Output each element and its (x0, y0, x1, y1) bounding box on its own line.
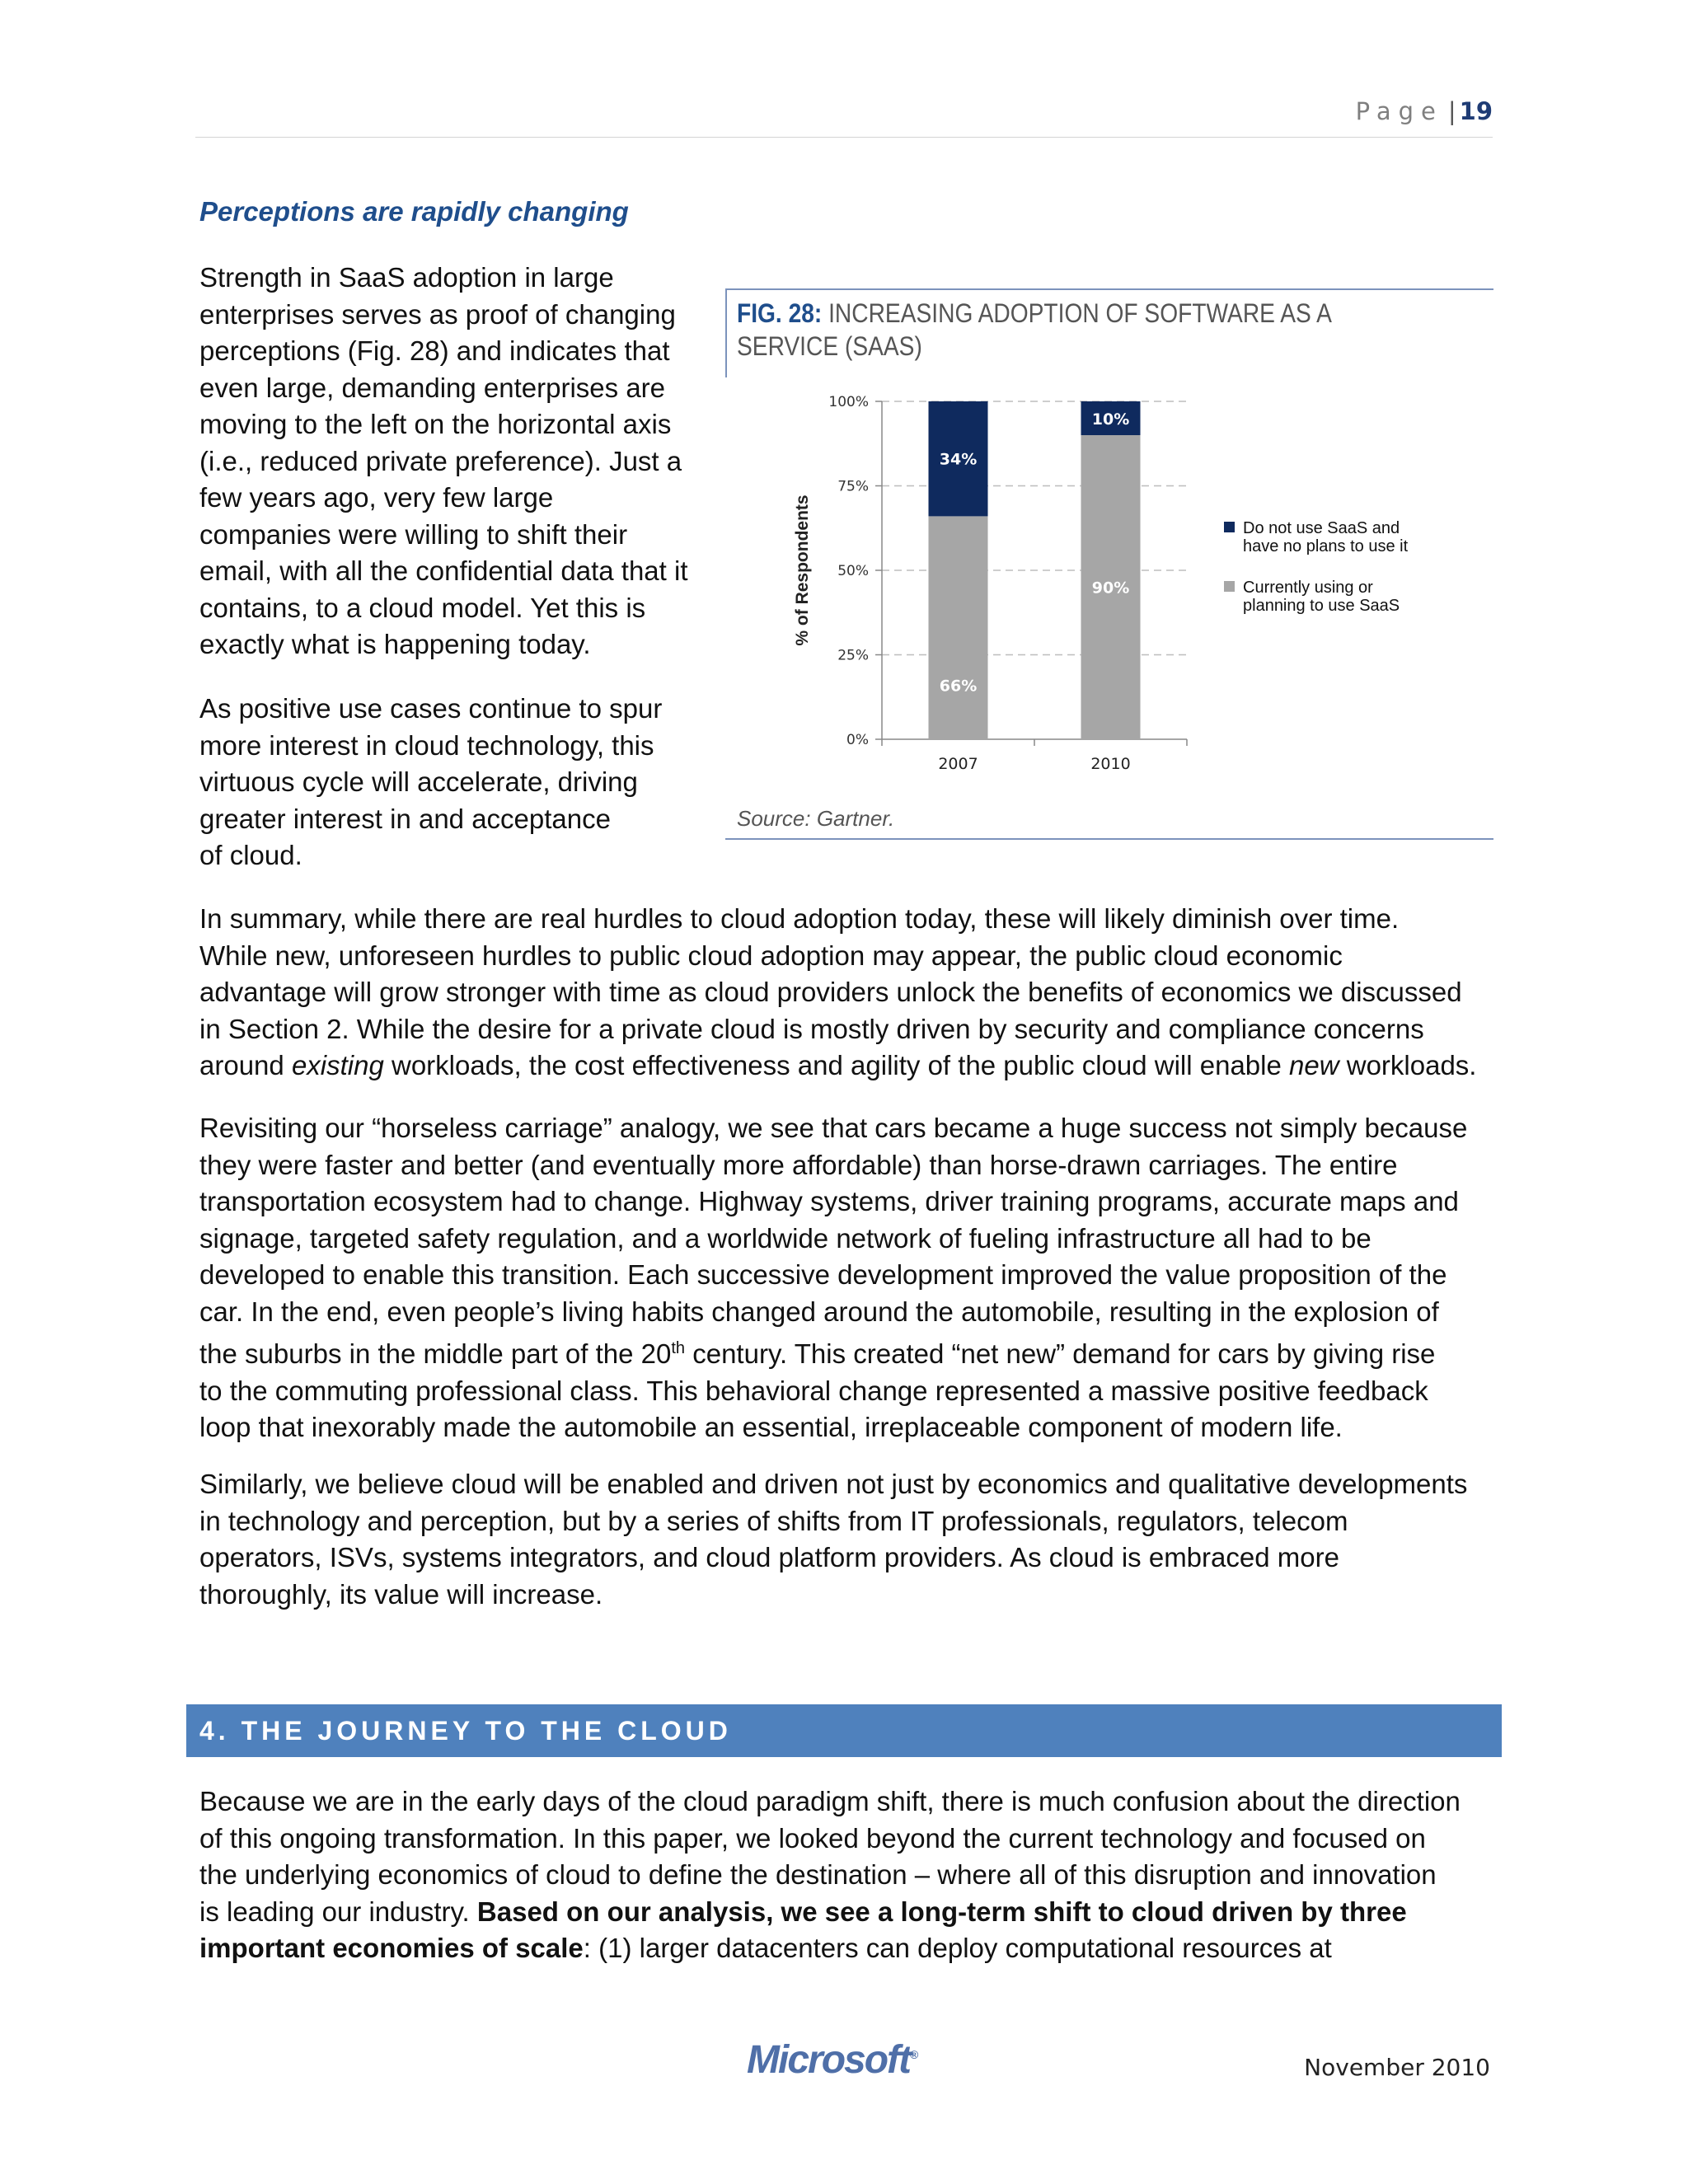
bar-data-label: 66% (939, 677, 978, 696)
intro-line: perceptions (Fig. 28) and indicates that (199, 335, 670, 366)
legend-swatch (1224, 581, 1235, 592)
page-header (195, 97, 1493, 138)
page-separator: | (1447, 97, 1456, 125)
body-line: While new, unforeseen hurdles to public cloud adoption may appear, the public cloud economic (199, 940, 1343, 971)
body-paragraph-1 (199, 901, 1476, 1085)
body-line: Because we are in the early days of the cloud paradigm shift, there is much confusion about the direction (199, 1786, 1461, 1816)
intro-line: moving to the left on the horizontal axis (199, 409, 672, 439)
body-line: loop that inexorably made the automobile an essential, irreplaceable component of modern life. (199, 1412, 1343, 1442)
body-line: the underlying economics of cloud to define the destination – where all of this disruption and innovation (199, 1859, 1437, 1890)
body-line: transportation ecosystem had to change. Highway systems, driver training programs, accurate maps and (199, 1186, 1459, 1216)
intro-line: greater interest in and acceptance (199, 803, 611, 834)
legend-label: Currently using or (1243, 579, 1373, 597)
body-line (199, 1894, 1461, 1931)
intro-line: email, with all the confidential data that it (199, 555, 688, 586)
body-line: to the commuting professional class. This behavioral change represented a massive positive feedback (199, 1375, 1428, 1406)
text-run: is leading our industry. (199, 1896, 477, 1927)
figure-label: FIG. 28: (737, 298, 823, 328)
emphasis-existing: existing (291, 1050, 384, 1080)
bold-run: Based on our analysis, we see a long-term shift to cloud driven by three (476, 1896, 1407, 1927)
y-tick-label: 75% (837, 478, 869, 495)
intro-line: contains, to a cloud model. Yet this is (199, 592, 646, 623)
body-line (199, 1047, 1476, 1085)
page-number: 19 (1459, 97, 1493, 125)
body-line: they were faster and better (and eventually more affordable) than horse-drawn carriages. The entire (199, 1149, 1398, 1180)
intro-line: few years ago, very few large (199, 482, 554, 513)
microsoft-logo (747, 2037, 918, 2083)
body-line (199, 1330, 1467, 1373)
y-tick-label: 50% (837, 563, 869, 579)
figure-title-text: INCREASING ADOPTION OF SOFTWARE AS A SERVICE (SAAS) (737, 298, 1331, 361)
section-band-journey: 4. THE JOURNEY TO THE CLOUD (186, 1704, 1502, 1757)
footer-date: November 2010 (1304, 2054, 1490, 2081)
body-paragraph-2 (199, 1110, 1467, 1446)
text-run: century. This created “net new” demand for cars by giving rise (685, 1338, 1436, 1369)
text-run: workloads, the cost effectiveness and agility of the public cloud will enable (383, 1050, 1290, 1080)
body-line (199, 1930, 1461, 1967)
bar-data-label: 90% (1091, 579, 1130, 598)
bold-run: important economies of scale (199, 1933, 584, 1963)
text-run: workloads. (1339, 1050, 1477, 1080)
body-line: car. In the end, even people’s living habits changed around the automobile, resulting in the explosion of (199, 1296, 1439, 1327)
bar-data-label: 10% (1091, 410, 1130, 429)
body-line: thoroughly, its value will increase. (199, 1578, 603, 1610)
emphasis-new: new (1289, 1050, 1339, 1080)
intro-paragraph-1 (199, 260, 688, 663)
y-tick-label: 25% (837, 647, 869, 664)
legend-label: planning to use SaaS (1243, 597, 1400, 615)
legend-label: have no plans to use it (1243, 537, 1409, 555)
saas-adoption-chart (725, 381, 1493, 793)
x-tick-label: 2007 (938, 755, 978, 773)
intro-line: more interest in cloud technology, this (199, 729, 654, 761)
intro-line: even large, demanding enterprises are (199, 372, 666, 403)
body-line: operators, ISVs, systems integrators, and cloud platform providers. As cloud is embraced more (199, 1542, 1339, 1572)
intro-line: virtuous cycle will accelerate, driving (199, 766, 638, 797)
figure-title-rule (725, 290, 729, 377)
superscript: th (671, 1339, 686, 1357)
intro-paragraph-2 (199, 691, 662, 874)
bar-segment (929, 516, 988, 739)
journey-paragraph (199, 1783, 1461, 1967)
body-line: Revisiting our “horseless carriage” analogy, we see that cars became a huge success not simply because (199, 1113, 1468, 1143)
body-line: Similarly, we believe cloud will be enabled and driven not just by economics and qualitative developments (199, 1469, 1468, 1499)
body-line: in Section 2. While the desire for a private cloud is mostly driven by security and compliance concerns (199, 1013, 1424, 1044)
y-axis-title: % of Respondents (793, 494, 812, 646)
figure-title (737, 297, 1390, 363)
text-run: around (199, 1050, 292, 1080)
figure-source: Source: Gartner. (737, 806, 895, 831)
page-word: Page (1355, 97, 1443, 125)
text-run: : (1) larger datacenters can deploy computational resources at (583, 1933, 1332, 1963)
figure-28 (725, 288, 1493, 840)
body-paragraph-3 (199, 1466, 1467, 1613)
body-line: in technology and perception, but by a series of shifts from IT professionals, regulators, telecom (199, 1505, 1348, 1536)
text-run: the suburbs in the middle part of the 20 (199, 1338, 672, 1369)
section-heading: Perceptions are rapidly changing (199, 196, 629, 227)
body-line: developed to enable this transition. Each successive development improved the value proposition of the (199, 1259, 1447, 1290)
intro-line: companies were willing to shift their (199, 518, 628, 550)
logo-text: Microsoft (747, 2038, 910, 2082)
legend-swatch (1224, 522, 1235, 532)
legend-label: Do not use SaaS and (1243, 519, 1400, 537)
intro-line: (i.e., reduced private preference). Just a (199, 445, 682, 476)
logo-mark: ® (910, 2048, 919, 2061)
body-line: of this ongoing transformation. In this paper, we looked beyond the current technology and focused on (199, 1822, 1426, 1854)
intro-line: of cloud. (199, 840, 302, 870)
intro-line: As positive use cases continue to spur (199, 693, 663, 724)
intro-line: Strength in SaaS adoption in large (199, 262, 614, 293)
body-line: In summary, while there are real hurdles to cloud adoption today, these will likely diminish over time. (199, 903, 1400, 934)
y-tick-label: 100% (828, 394, 869, 410)
intro-line: exactly what is happening today. (199, 629, 591, 659)
bar-data-label: 34% (939, 450, 978, 469)
y-tick-label: 0% (846, 732, 869, 748)
body-line: advantage will grow stronger with time as cloud providers unlock the benefits of economics we discussed (199, 977, 1462, 1007)
x-tick-label: 2010 (1090, 755, 1131, 773)
body-line: signage, targeted safety regulation, and a worldwide network of fueling infrastructure all had to be (199, 1222, 1372, 1254)
intro-line: enterprises serves as proof of changing (199, 298, 676, 330)
